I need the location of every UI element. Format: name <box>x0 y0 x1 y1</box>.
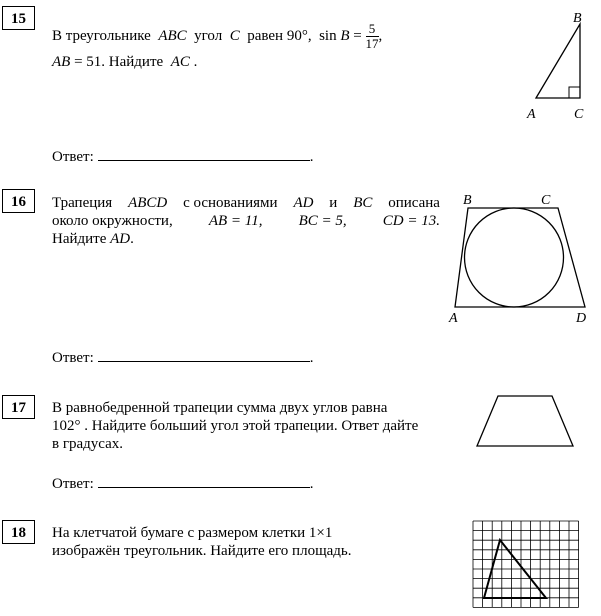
trapezoid-incircle-figure <box>445 190 601 325</box>
problem-number-16: 16 <box>2 189 35 213</box>
problem-18-text: На клетчатой бумаге с размером клетки 1×1 изображён треугольник. Найдите его площадь. <box>52 525 352 559</box>
vertex-label-B: B <box>463 193 472 208</box>
vertex-label-A: A <box>449 311 458 325</box>
answer-field[interactable] <box>98 148 310 161</box>
problem-16-text: Трапеция ABCD с основаниями AD и BC описана около окружности, AB = 11, BC = 5, CD = 13. Найдите AD. <box>52 195 440 247</box>
sin-fraction: $\frac{5}{17}$ <box>365 21 379 51</box>
right-triangle-figure <box>520 8 600 123</box>
answer-row-15: Ответ: . <box>52 149 314 165</box>
problem-17-text: В равнобедренной трапеции сумма двух углов равна 102° . Найдите больший угол этой трапеции. Ответ дайте в градусах. <box>52 400 419 452</box>
answer-field[interactable] <box>98 475 310 488</box>
vertex-label-C: C <box>541 193 551 208</box>
answer-row-16: Ответ: . <box>52 350 314 366</box>
grid-triangle-figure <box>470 518 588 614</box>
problem-number-18: 18 <box>2 520 35 544</box>
isosceles-trapezoid-figure <box>470 388 580 453</box>
answer-field[interactable] <box>98 349 310 362</box>
vertex-label-C: C <box>574 107 584 122</box>
problem-number-15: 15 <box>2 6 35 30</box>
vertex-label-D: D <box>576 311 587 325</box>
problem-number-17: 17 <box>2 395 35 419</box>
problem-15-text-line2: AB = 51. Найдите AC . <box>52 54 198 70</box>
answer-row-17: Ответ: . <box>52 476 314 492</box>
vertex-label-A: A <box>527 107 536 122</box>
problem-15-text: В треугольнике ABC угол C равен 90°, sin B = $\frac{5}{17}$ , <box>52 21 383 51</box>
vertex-label-B: B <box>573 11 582 26</box>
